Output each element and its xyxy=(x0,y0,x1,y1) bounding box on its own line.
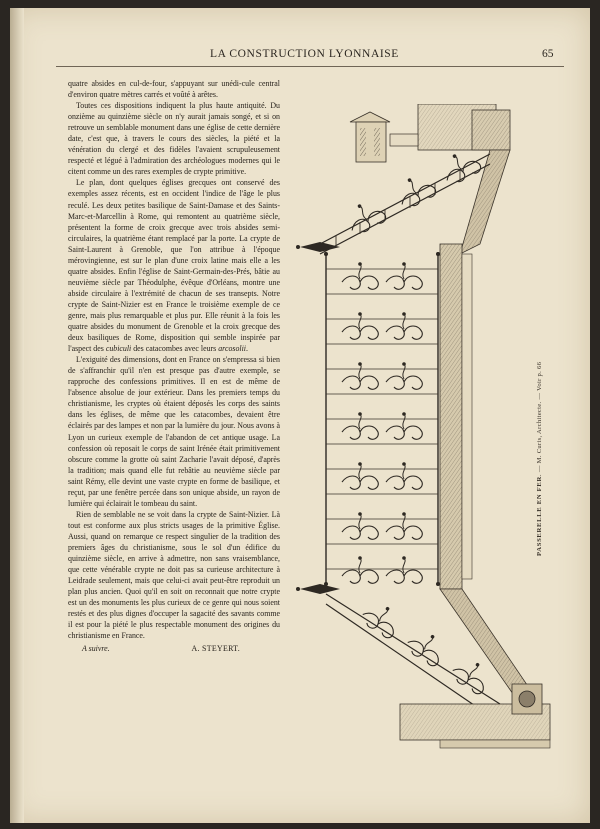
upper-slope xyxy=(320,146,510,254)
lower-slope xyxy=(326,589,540,716)
header-rule xyxy=(56,66,564,67)
author-name: A. STEYERT. xyxy=(191,644,240,654)
paragraph: quatre absides en cul-de-four, s'appuyant sur unédi-cule central d'environ quatre mètres carrés et voûté à arêtes. xyxy=(68,79,280,100)
paragraph xyxy=(68,177,280,354)
italic-term: cubiculi xyxy=(105,344,132,354)
article-column xyxy=(68,78,280,654)
plate-credit: . — M. Curis, Architecte. — Voir p. 66 xyxy=(536,361,543,477)
paragraph: Toutes ces dispositions indiquent la plus haute antiquité. Du onzième au quinzième siècle on n'y aurait jamais songé, et si on retrouve un semblable monument dans une église de cette dernière date, c'est que, à travers le cours des siècles, la piété et la vénération du clergé et des fidèles l'avaient scrupuleusement respecté et légué à l'admiration des archéologues modernes qui le citent comme un des rares exemples de crypte primitive. xyxy=(68,101,280,177)
italic-term: arcosolii xyxy=(218,344,246,354)
plate-title: PASSERELLE EN FER xyxy=(536,476,543,556)
paragraph-text: Le plan, dont quelques églises grecques ont conservé des exemples assez récents, est en occident l'indice de l'âge le plus reculé. Les deux petites basilique de Saint-Damase et des Saints-Marc-et-Marcellin à Rome, qui remontent au quatrième siècle, présentent la forme de croix grecque avec trois absides semi-circulaires, la quatrième étant remplacé par la porte. La crypte de Saint-Laurent à Grenoble, que l'on attribue à l'époque mérovingienne, est sur le plan d'une croix latine mais elle a les quatre absides. Enfin l'église de Saint-Germain-des-Prés, bâtie au neuvième siècle par Théodulphe, évêque d'Orléans, montre une abside circulaire à l'extrémité de chacun de ses transepts. Notre crypte de Saint-Nizier est en France le troisième exemple de ce genre, mais plus remarquable et plus pur. Elle réunit à la fois les quatre absides du monument de Grenoble et la croix grecque des deux basiliques de Rome, disposition qui semble inspirée par l'aspect des xyxy=(68,178,280,354)
lower-finial xyxy=(296,584,340,594)
paragraph: Rien de semblable ne se voit dans la crypte de Saint-Nizier. Là tout est conforme aux plus stricts usages de la primitive Église. Aussi, quand on remarque ce respect singulier de la tradition des premiers âges du christianisme, sous le sol d'un édifice du quinzième siècle, en arrive à admettre, non sans vraisemblance, que cette vénérable crypte ne doit pas sa curieuse architecture à Leidrade seulement, mais que celui-ci avait peut-être reproduit un plan plus ancien. Quoi qu'il en soit on reconnait que notre crypte est un des monuments les plus curieux de ce genre qui nous soient restés et des plus dignes d'occuper la sagacité des savants comme il est pour la piété le plus respectable monument des origines du christianisme en France. xyxy=(68,509,280,641)
iron-footbridge-engraving xyxy=(290,104,565,804)
running-head: LA CONSTRUCTION LYONNAISE xyxy=(210,48,399,60)
paragraph: L'exiguité des dimensions, dont en France on s'empressa si bien de s'affranchir qu'il n'en est presque pas d'autre exemple, se rapproche des confessions primitives. Il en est de même de l'absence absolue de jour extérieur. Dans les premiers temps du christianisme, les cryptes où étaient déposés les corps des saints dans les églises, de même que les catacombes, devaient être éclairés par des lampes et non par la lumière du jour. Nous avons à Lyon un curieux exemple de l'abandon de cet antique usage. La confession où reposait le corps de saint Irénée était primitivement obscure comme la grotte où saint Zacharie l'avait déposé, d'après la tradition; mais quand elle fut rebâtie au neuvième siècle par saint Rémy, elle devint une vaste crypte en forme de basilique, et reçut, par une fenêtre percée dans son unique abside, un rayon de lumière qui éclairait le tombeau du saint. xyxy=(68,355,280,508)
to-be-continued: A suivre. xyxy=(82,644,110,654)
page-number: 65 xyxy=(542,48,554,60)
paragraph-text: des catacombes avec leurs xyxy=(131,344,219,354)
article-signature xyxy=(68,643,280,654)
upper-finial xyxy=(296,242,340,252)
journal-page xyxy=(10,8,590,823)
plate-caption xyxy=(536,362,543,556)
page-spine-shadow xyxy=(10,8,24,823)
top-pier xyxy=(350,104,510,162)
paragraph-text: . xyxy=(245,344,248,354)
main-railing-span xyxy=(324,244,472,589)
